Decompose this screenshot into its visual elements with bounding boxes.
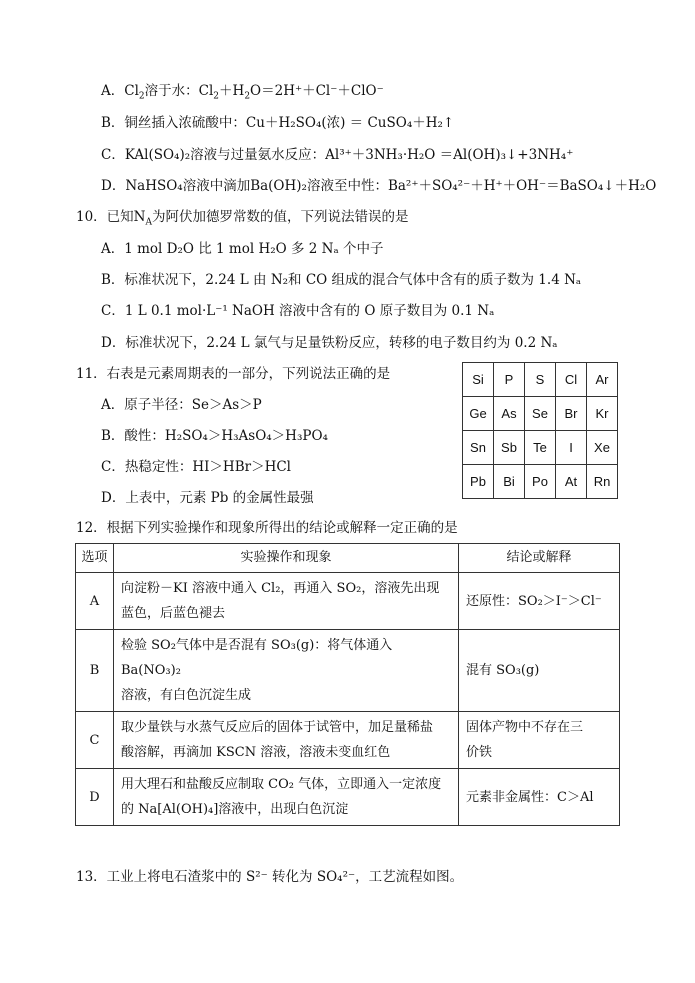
element-cell: Br <box>556 397 587 431</box>
row-operation: 向淀粉－KI 溶液中通入 Cl₂，再通入 SO₂，溶液先出现 蓝色，后蓝色褪去 <box>114 573 459 630</box>
element-cell: Si <box>463 363 494 397</box>
element-cell: As <box>494 397 525 431</box>
element-cell: Rn <box>587 465 618 499</box>
element-cell: P <box>494 363 525 397</box>
element-cell: Cl <box>556 363 587 397</box>
periodic-table-fragment <box>462 362 618 499</box>
row-option: D <box>76 769 114 826</box>
table-row <box>76 712 620 769</box>
element-cell: Xe <box>587 431 618 465</box>
element-cell: Sn <box>463 431 494 465</box>
row-option: B <box>76 630 114 712</box>
q12-stem: 12．根据下列实验操作和现象所得出的结论或解释一定正确的是 <box>76 520 458 536</box>
row-operation: 用大理石和盐酸反应制取 CO₂ 气体，立即通入一定浓度 的 Na[Al(OH)₄]溶液中，出现白色沉淀 <box>114 769 459 826</box>
q11-stem: 11．右表是元素周期表的一部分，下列说法正确的是 <box>76 366 391 382</box>
row-operation: 检验 SO₂气体中是否混有 SO₃(g)：将气体通入 Ba(NO₃)₂ 溶液，有白色沉淀生成 <box>114 630 459 712</box>
q13-stem: 13．工业上将电石渣浆中的 S²⁻ 转化为 SO₄²⁻，工艺流程如图。 <box>76 869 464 885</box>
q11-option-a: A．原子半径：Se＞As＞P <box>101 397 262 413</box>
row-option: A <box>76 573 114 630</box>
row-conclusion: 固体产物中不存在三 价铁 <box>459 712 620 769</box>
q11-option-b: B．酸性：H₂SO₄＞H₃AsO₄＞H₃PO₄ <box>101 428 328 444</box>
q10-option-b: B．标准状况下，2.24 L 由 N₂和 CO 组成的混合气体中含有的质子数为 1.4 Nₐ <box>101 272 582 288</box>
header-conclusion: 结论或解释 <box>459 544 620 573</box>
element-cell: Po <box>525 465 556 499</box>
table-row <box>76 769 620 826</box>
row-operation: 取少量铁与水蒸气反应后的固体于试管中，加足量稀盐 酸溶解，再滴加 KSCN 溶液，溶液未变血红色 <box>114 712 459 769</box>
table-row <box>76 630 620 712</box>
q9-option-a: A．$Cl_2$溶于水：$Cl_2+H_2O=2H^++Cl^-+ClO^-$ <box>101 83 384 102</box>
element-cell: Ge <box>463 397 494 431</box>
element-cell: Sb <box>494 431 525 465</box>
table-row <box>76 573 620 630</box>
element-cell: Kr <box>587 397 618 431</box>
q9-option-c: C．KAl(SO₄)₂溶液与过量氨水反应：Al³⁺＋3NH₃·H₂O ＝Al(OH)₃↓+3NH₄⁺ <box>101 147 574 163</box>
q11-option-c: C．热稳定性：HI＞HBr＞HCl <box>101 459 292 475</box>
row-conclusion: 元素非金属性：C＞Al <box>459 769 620 826</box>
q11-option-d: D．上表中，元素 Pb 的金属性最强 <box>101 490 314 506</box>
element-cell: Pb <box>463 465 494 499</box>
element-cell: Se <box>525 397 556 431</box>
q10-stem: 10．已知$N_A$为阿伏加德罗常数的值，下列说法错误的是 <box>76 209 409 228</box>
element-cell: Bi <box>494 465 525 499</box>
q9-option-b: B．铜丝插入浓硫酸中：Cu＋H₂SO₄(浓) ＝ CuSO₄＋H₂↑ <box>101 115 455 131</box>
q10-option-c: C．1 L 0.1 mol·L⁻¹ NaOH 溶液中含有的 O 原子数目为 0.1 Nₐ <box>101 303 495 319</box>
q10-option-a: A．1 mol D₂O 比 1 mol H₂O 多 2 Nₐ 个中子 <box>101 241 384 257</box>
experiment-table <box>75 543 620 826</box>
header-operation: 实验操作和现象 <box>114 544 459 573</box>
header-option: 选项 <box>76 544 114 573</box>
row-conclusion: 混有 SO₃(g) <box>459 630 620 712</box>
element-cell: I <box>556 431 587 465</box>
row-option: C <box>76 712 114 769</box>
q10-option-d: D．标准状况下，2.24 L 氯气与足量铁粉反应，转移的电子数目约为 0.2 Nₐ <box>101 335 558 351</box>
element-cell: Te <box>525 431 556 465</box>
element-cell: S <box>525 363 556 397</box>
q9-option-d: D．NaHSO₄溶液中滴加Ba(OH)₂溶液至中性：Ba²⁺＋SO₄²⁻＋H⁺＋OH⁻＝BaSO₄↓＋H₂O <box>101 178 657 194</box>
element-cell: At <box>556 465 587 499</box>
element-cell: Ar <box>587 363 618 397</box>
row-conclusion: 还原性：SO₂＞I⁻＞Cl⁻ <box>459 573 620 630</box>
